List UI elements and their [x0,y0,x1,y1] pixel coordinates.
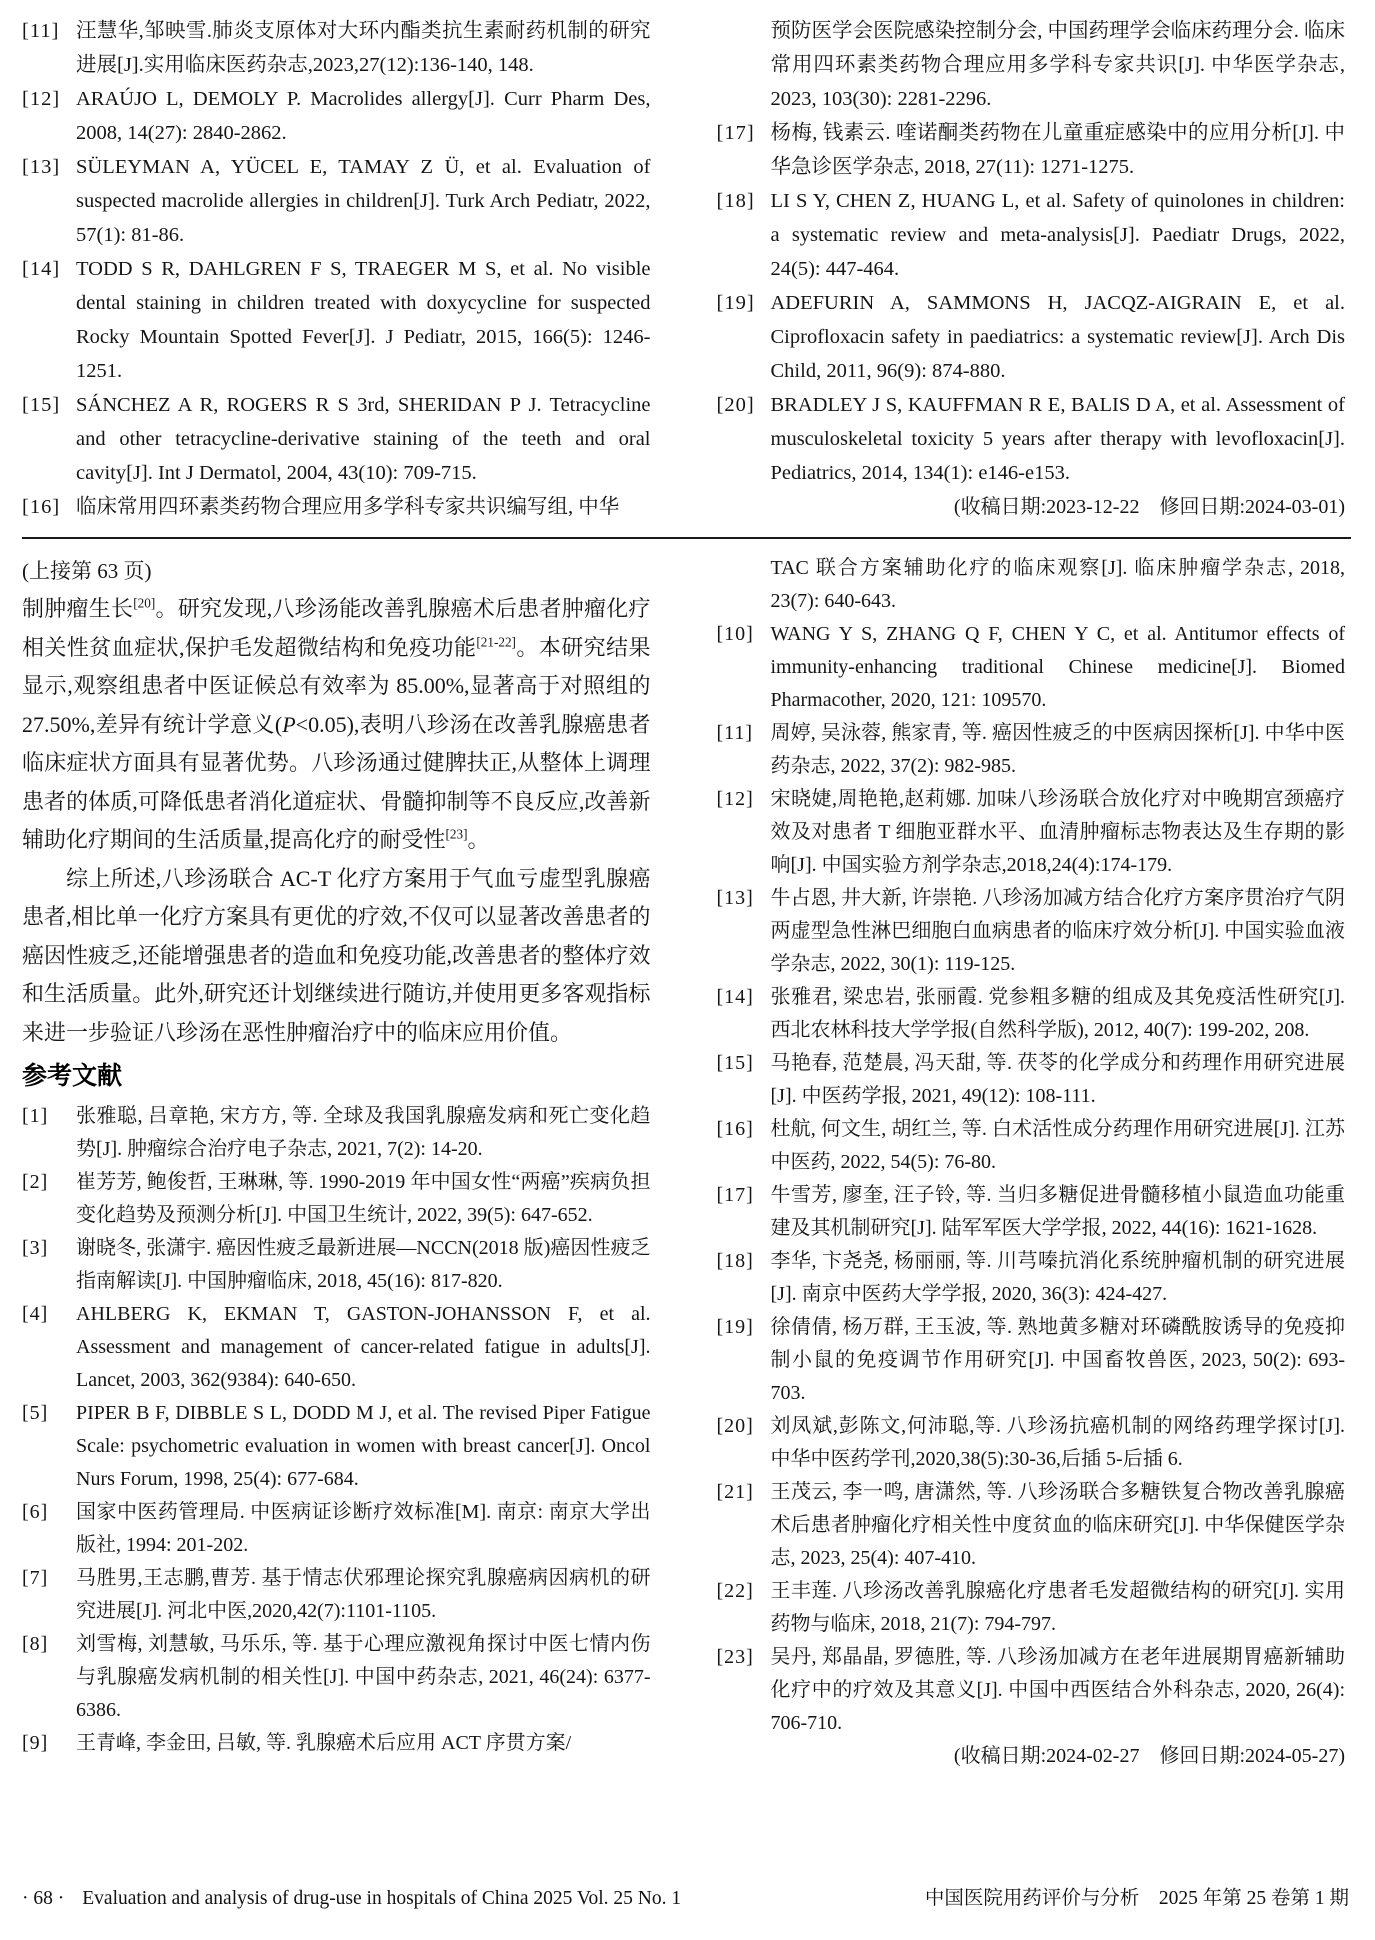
reference-number: [4] [22,1303,49,1325]
reference-item [22,1298,651,1397]
reference-text: AHLBERG K, EKMAN T, GASTON-JOHANSSON F, et al. Assessment and management of cancer-related fatigue in adults[J]. Lancet, 2003, 362(9384): 640-650. [76,1303,651,1391]
reference-item [22,1166,651,1232]
reference-item [717,286,1346,388]
reference-text: 崔芳芳, 鲍俊哲, 王琳琳, 等. 1990-2019 年中国女性“两癌”疾病负担变化趋势及预测分析[J]. 中国卫生统计, 2022, 39(5): 647-652. [76,1171,651,1226]
reference-item [22,388,651,490]
article-continuation-section [22,552,1345,1773]
article-column-left [22,552,651,1773]
reference-text: PIPER B F, DIBBLE S L, DODD M J, et al. The revised Piper Fatigue Scale: psychometric evaluation in women with breast cancer[J]. Oncol Nurs Forum, 1998, 25(4): 677-684. [76,1402,651,1490]
references-heading: 参考文献 [22,1062,123,1090]
reference-item [717,783,1346,882]
top-column-left [22,14,651,524]
reference-number: [22] [716,1580,754,1602]
reference-item [22,1562,651,1628]
reference-text: ADEFURIN A, SAMMONS H, JACQZ-AIGRAIN E, et al. Ciprofloxacin safety in paediatrics: a systematic review[J]. Arch Dis Child, 2011, 96(9): 874-880. [770,292,1345,382]
article-column-right [717,552,1346,1773]
article-refs-left-list [22,1100,651,1760]
reference-number: [21] [716,1481,754,1503]
reference-item [717,981,1346,1047]
reference-number: [3] [22,1237,49,1259]
reference-item [717,1311,1346,1410]
reference-text: 谢晓冬, 张潇宇. 癌因性疲乏最新进展—NCCN(2018 版)癌因性疲乏指南解读[J]. 中国肿瘤临床, 2018, 45(16): 817-820. [76,1237,651,1292]
reference-number: [6] [22,1501,49,1523]
reference-text: 王青峰, 李金田, 吕敏, 等. 乳腺癌术后应用 ACT 序贯方案/ [76,1732,572,1754]
reference-text: 临床常用四环素类药物合理应用多学科专家共识编写组, 中华 [76,496,620,518]
reference-item [717,1641,1346,1740]
reference-text: 牛雪芳, 廖奎, 汪子铃, 等. 当归多糖促进骨髓移植小鼠造血功能重建及其机制研究[J]. 陆军军医大学学报, 2022, 44(16): 1621-1628. [770,1184,1345,1239]
page-footer [22,1882,1349,1910]
reference-number: [9] [22,1732,49,1754]
reference-text: TODD S R, DAHLGREN F S, TRAEGER M S, et al. No visible dental staining in children treated with doxycycline for suspected Rocky Mountain Spotted Fever[J]. J Pediatr, 2015, 166(5): 1246-1251. [76,258,651,382]
reference-item [717,14,1346,116]
section-divider [22,537,1351,539]
top-column-right [717,14,1346,524]
reference-text: LI S Y, CHEN Z, HUANG L, et al. Safety of quinolones in children: a systematic review and meta-analysis[J]. Paediatr Drugs, 2022, 24(5): 447-464. [770,190,1345,280]
continuation-note: (上接第 63 页) [22,559,152,583]
body-paragraph: 综上所述,八珍汤联合 AC-T 化疗方案用于气血亏虚型乳腺癌患者,相比单一化疗方案具有更优的疗效,不仅可以显著改善患者的癌因性疲乏,还能增强患者的造血和免疫功能,改善患者的整体疗效和生活质量。此外,研究还计划继续进行随访,并使用更多客观指标来进一步验证八珍汤在恶性肿瘤治疗中的临床应用价值。 [22,865,651,1045]
reference-item [22,14,651,82]
reference-text: 马胜男,王志鹏,曹芳. 基于情志伏邪理论探究乳腺癌病因病机的研究进展[J]. 河北中医,2020,42(7):1101-1105. [76,1567,651,1622]
received-date-line: (收稿日期:2024-02-27 修回日期:2024-05-27) [953,1745,1345,1767]
reference-number: [19] [716,292,755,314]
reference-number: [11] [716,722,754,744]
reference-text: 刘凤斌,彭陈文,何沛聪,等. 八珍汤抗癌机制的网络药理学探讨[J]. 中华中医药学刊,2020,38(5):30-36,后插 5-后插 6. [770,1415,1345,1470]
reference-item [22,1496,651,1562]
reference-item [717,1575,1346,1641]
reference-text: 张雅君, 梁忠岩, 张丽霞. 党参粗多糖的组成及其免疫活性研究[J]. 西北农林科技大学学报(自然科学版), 2012, 40(7): 199-202, 208. [770,986,1345,1041]
reference-item [717,618,1346,717]
reference-number: [16] [22,496,61,518]
reference-number: [17] [716,1184,754,1206]
reference-text: 牛占恩, 井大新, 许崇艳. 八珍汤加减方结合化疗方案序贯治疗气阴两虚型急性淋巴细胞白血病患者的临床疗效分析[J]. 中国实验血液学杂志, 2022, 30(1): 119-125. [770,887,1345,975]
reference-item [717,1410,1346,1476]
reference-text: ARAÚJO L, DEMOLY P. Macrolides allergy[J]. Curr Pharm Des, 2008, 14(27): 2840-2862. [76,88,651,144]
reference-number: [15] [22,394,61,416]
reference-number: [20] [716,1415,754,1437]
reference-item [717,1476,1346,1575]
reference-number: [13] [22,156,61,178]
journal-title-en: Evaluation and analysis of drug-use in hospitals of China 2025 Vol. 25 No. 1 [82,1888,682,1909]
reference-item [717,717,1346,783]
reference-number: [18] [716,190,755,212]
reference-number: [5] [22,1402,49,1424]
reference-item [22,1727,651,1760]
journal-title-cn: 中国医院用药评价与分析 2025 年第 25 卷第 1 期 [924,1888,1349,1909]
reference-item [22,1100,651,1166]
reference-number: [19] [716,1316,754,1338]
footer-left [22,1888,681,1910]
reference-number: [16] [716,1118,754,1140]
reference-item [717,184,1346,286]
reference-text: 王丰莲. 八珍汤改善乳腺癌化疗患者毛发超微结构的研究[J]. 实用药物与临床, 2018, 21(7): 794-797. [770,1580,1345,1635]
reference-number: [17] [716,122,755,144]
reference-text: 周婷, 吴泳蓉, 熊家青, 等. 癌因性疲乏的中医病因探析[J]. 中华中医药杂志, 2022, 37(2): 982-985. [770,722,1345,777]
reference-item [22,150,651,252]
reference-number: [2] [22,1171,49,1193]
reference-number: [15] [716,1052,754,1074]
reference-item [717,1245,1346,1311]
reference-text: 张雅聪, 吕章艳, 宋方方, 等. 全球及我国乳腺癌发病和死亡变化趋势[J]. 肿瘤综合治疗电子杂志, 2021, 7(2): 14-20. [76,1105,651,1160]
reference-item [22,1628,651,1727]
reference-text: 汪慧华,邹映雪.肺炎支原体对大环内酯类抗生素耐药机制的研究进展[J].实用临床医药杂志,2023,27(12):136-140, 148. [76,20,651,76]
top-reference-section [22,14,1345,524]
reference-number: [14] [22,258,61,280]
reference-number: [8] [22,1633,49,1655]
body-paragraph: 制肿瘤生长[20]。研究发现,八珍汤能改善乳腺癌术后患者肿瘤化疗相关性贫血症状,保护毛发超微结构和免疫功能[21-22]。本研究结果显示,观察组患者中医证候总有效率为 85.00%,显著高于对照组的 27.50%,差异有统计学意义(P<0.05),表明八珍汤在改善乳腺癌患者临床症状方面具有显著优势。八珍汤通过健脾扶正,从整体上调理患者的体质,可降低患者消化道症状、骨髓抑制等不良反应,改善新辅助化疗期间的生活质量,提高化疗的耐受性[23]。 [22,595,651,852]
reference-item [717,388,1346,490]
reference-text: 杜航, 何文生, 胡红兰, 等. 白术活性成分药理作用研究进展[J]. 江苏中医药, 2022, 54(5): 76-80. [770,1118,1345,1173]
reference-item [717,1113,1346,1179]
article-refs-right-list [717,552,1346,1740]
top-refs-left-list [22,14,651,524]
reference-number: [1] [22,1105,49,1127]
reference-number: [12] [22,88,61,110]
reference-item [22,82,651,150]
reference-number: [7] [22,1567,49,1589]
reference-number: [12] [716,788,754,810]
received-date-line: (收稿日期:2023-12-22 修回日期:2024-03-01) [953,496,1345,518]
reference-text: 刘雪梅, 刘慧敏, 马乐乐, 等. 基于心理应激视角探讨中医七情内伤与乳腺癌发病机制的相关性[J]. 中国中药杂志, 2021, 46(24): 6377-6386. [76,1633,651,1721]
reference-item [717,116,1346,184]
reference-number: [11] [22,20,60,42]
reference-text: 李华, 卞尧尧, 杨丽丽, 等. 川芎嗪抗消化系统肿瘤机制的研究进展[J]. 南京中医药大学学报, 2020, 36(3): 424-427. [770,1250,1345,1305]
reference-text: 宋晓婕,周艳艳,赵莉娜. 加味八珍汤联合放化疗对中晚期宫颈癌疗效及对患者 T 细胞亚群水平、血清肿瘤标志物表达及生存期的影响[J]. 中国实验方剂学杂志,2018,24(4):174-179. [770,788,1345,876]
reference-item [717,1179,1346,1245]
reference-item [22,252,651,388]
reference-item [717,882,1346,981]
reference-text: 徐倩倩, 杨万群, 王玉波, 等. 熟地黄多糖对环磷酰胺诱导的免疫抑制小鼠的免疫调节作用研究[J]. 中国畜牧兽医, 2023, 50(2): 693-703. [770,1316,1345,1404]
reference-item [717,1047,1346,1113]
reference-number: [23] [716,1646,754,1668]
top-refs-right-list [717,14,1346,490]
reference-number: [10] [716,623,754,645]
reference-text: SÁNCHEZ A R, ROGERS R S 3rd, SHERIDAN P J. Tetracycline and other tetracycline-derivative staining of the teeth and oral cavity[J]. Int J Dermatol, 2004, 43(10): 709-715. [76,394,651,484]
reference-text: TAC 联合方案辅助化疗的临床观察[J]. 临床肿瘤学杂志, 2018, 23(7): 640-643. [770,557,1345,612]
reference-text: BRADLEY J S, KAUFFMAN R E, BALIS D A, et al. Assessment of musculoskeletal toxicity 5 years after therapy with levofloxacin[J]. Pediatrics, 2014, 134(1): e146-e153. [770,394,1345,484]
reference-number: [13] [716,887,754,909]
reference-text: 吴丹, 郑晶晶, 罗德胜, 等. 八珍汤加减方在老年进展期胃癌新辅助化疗中的疗效及其意义[J]. 中国中西医结合外科杂志, 2020, 26(4): 706-710. [770,1646,1345,1734]
reference-item [717,552,1346,618]
reference-text: WANG Y S, ZHANG Q F, CHEN Y C, et al. Antitumor effects of immunity-enhancing traditional Chinese medicine[J]. Biomed Pharmacother, 2020, 121: 109570. [770,623,1345,711]
reference-text: 杨梅, 钱素云. 喹诺酮类药物在儿童重症感染中的应用分析[J]. 中华急诊医学杂志, 2018, 27(11): 1271-1275. [770,122,1345,178]
reference-text: 国家中医药管理局. 中医病证诊断疗效标准[M]. 南京: 南京大学出版社, 1994: 201-202. [76,1501,651,1556]
reference-number: [14] [716,986,754,1008]
reference-number: [20] [716,394,755,416]
reference-text: SÜLEYMAN A, YÜCEL E, TAMAY Z Ü, et al. Evaluation of suspected macrolide allergies in children[J]. Turk Arch Pediatr, 2022, 57(1): 81-86. [76,156,651,246]
reference-text: 马艳春, 范楚晨, 冯天甜, 等. 茯苓的化学成分和药理作用研究进展[J]. 中医药学报, 2021, 49(12): 108-111. [770,1052,1345,1107]
reference-item [22,1397,651,1496]
reference-text: 预防医学会医院感染控制分会, 中国药理学会临床药理分会. 临床常用四环素类药物合理应用多学科专家共识[J]. 中华医学杂志, 2023, 103(30): 2281-2296. [770,20,1345,110]
reference-number: [18] [716,1250,754,1272]
reference-item [22,1232,651,1298]
reference-item [22,490,651,524]
reference-text: 王茂云, 李一鸣, 唐潇然, 等. 八珍汤联合多糖铁复合物改善乳腺癌术后患者肿瘤化疗相关性中度贫血的临床研究[J]. 中华保健医学杂志, 2023, 25(4): 407-410. [770,1481,1345,1569]
page-number: · 68 · [22,1888,65,1909]
